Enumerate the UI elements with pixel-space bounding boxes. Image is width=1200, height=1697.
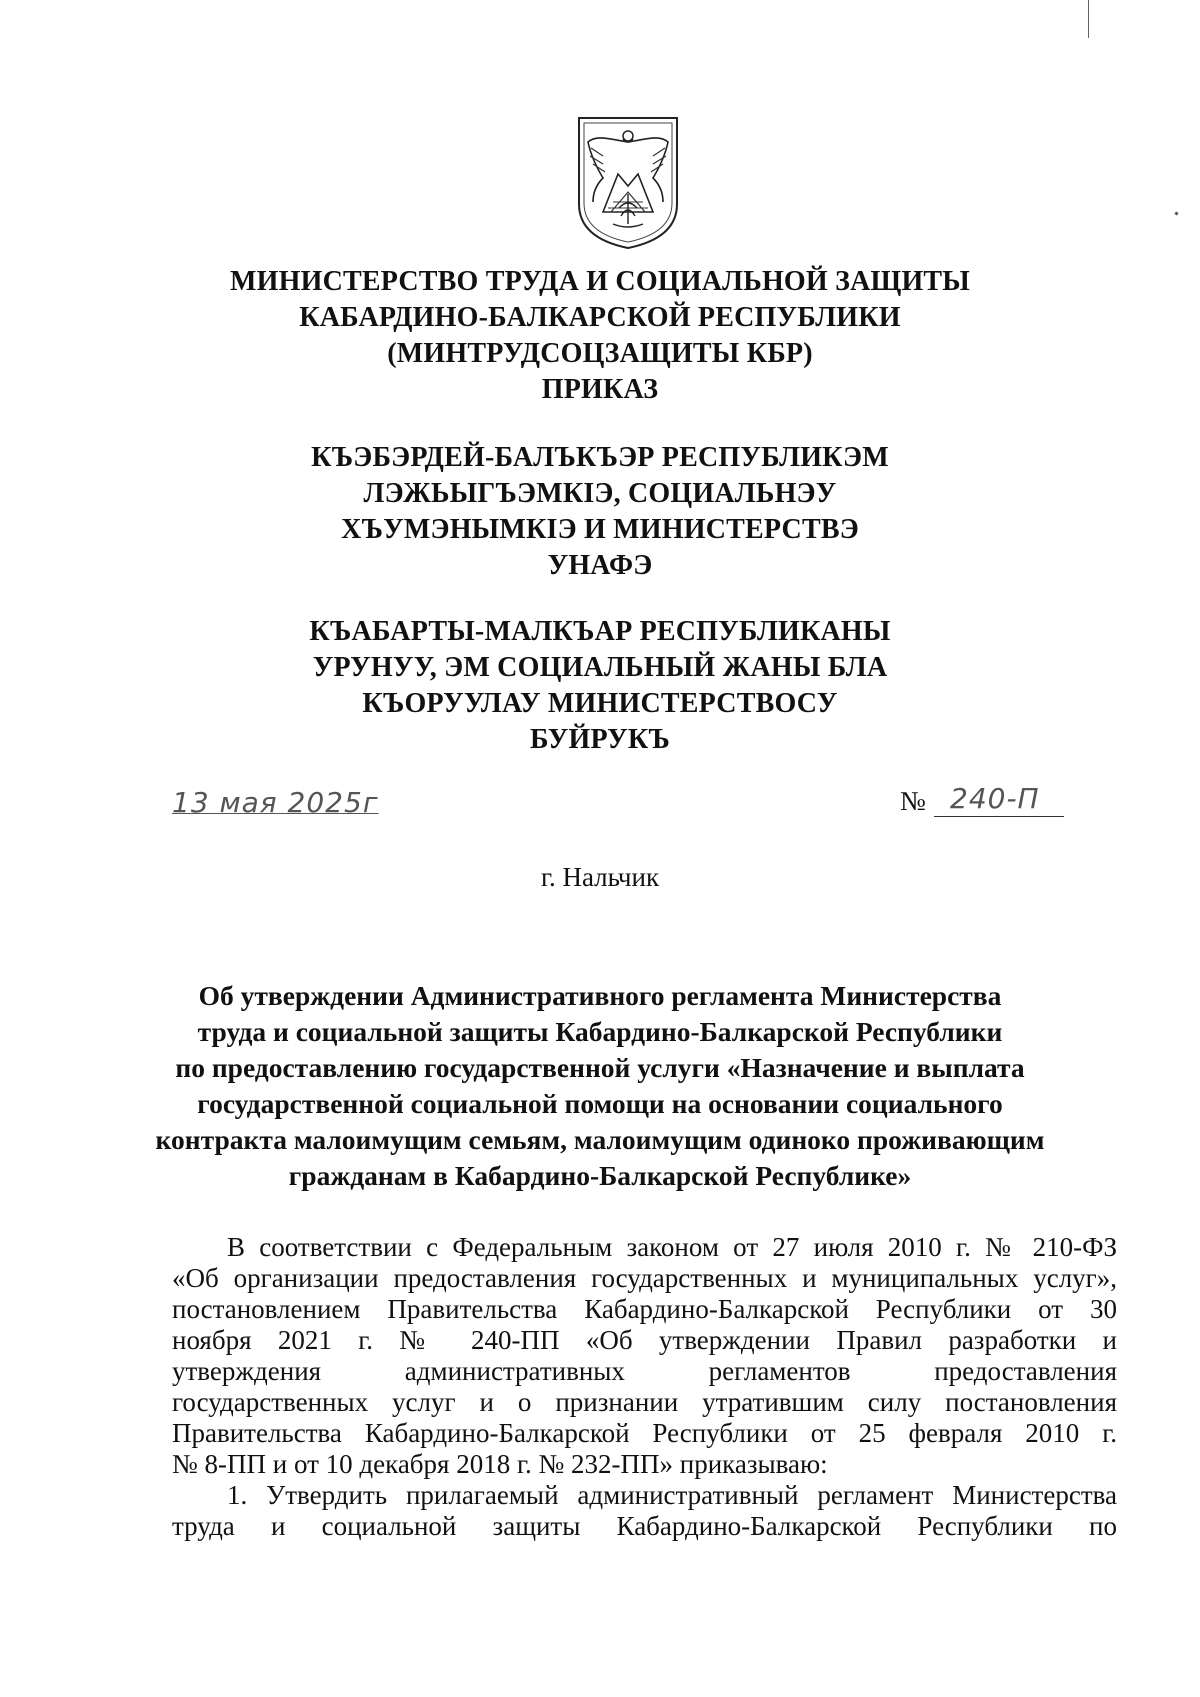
title-line: труда и социальной защиты Кабардино-Балкарской Республики bbox=[197, 1016, 1003, 1047]
header-line: КЪОРУУЛАУ МИНИСТЕРСТВОСУ bbox=[362, 688, 838, 719]
title-line: по предоставлению государственной услуги «Назначение и выплата bbox=[175, 1052, 1025, 1083]
body-line: Правительства Кабардино-Балкарской Республики от 25 февраля 2010 г. bbox=[172, 1418, 1117, 1448]
header-line: ПРИКАЗ bbox=[541, 374, 659, 405]
body-line: постановлением Правительства Кабардино-Балкарской Республики от 30 bbox=[172, 1294, 1117, 1324]
body-line: № 8-ПП и от 10 декабря 2018 г. № 232-ПП» приказываю: bbox=[172, 1449, 828, 1479]
coat-of-arms-emblem bbox=[573, 112, 683, 252]
header-line: УРУНУУ, ЭМ СОЦИАЛЬНЫЙ ЖАНЫ БЛА bbox=[312, 652, 888, 683]
title-line: контракта малоимущим семьям, малоимущим одиноко проживающим bbox=[155, 1124, 1045, 1155]
order-date-handwritten: 13 мая 2025г bbox=[172, 786, 379, 819]
header-line: КЪЭБЭРДЕЙ-БАЛЪКЪЭР РЕСПУБЛИКЭМ bbox=[311, 442, 889, 473]
header-line: ЛЭЖЬЫГЪЭМКIЭ, СОЦИАЛЬНЭУ bbox=[363, 478, 837, 509]
scan-speck bbox=[1174, 211, 1178, 215]
body-line: государственных услуг и о признании утратившим силу постановления bbox=[172, 1387, 1117, 1417]
body-line: утверждения административных регламентов предоставления bbox=[172, 1356, 1117, 1386]
header-line: БУЙРУКЪ bbox=[530, 724, 670, 755]
scan-edge-mark bbox=[1088, 0, 1089, 38]
header-line: (МИНТРУДСОЦЗАЩИТЫ КБР) bbox=[387, 338, 813, 369]
title-line: гражданам в Кабардино-Балкарской Республике» bbox=[288, 1160, 912, 1191]
header-line: МИНИСТЕРСТВО ТРУДА И СОЦИАЛЬНОЙ ЗАЩИТЫ bbox=[230, 266, 970, 297]
header-line: КАБАРДИНО-БАЛКАРСКОЙ РЕСПУБЛИКИ bbox=[299, 302, 901, 333]
order-number-handwritten: 240-П bbox=[950, 782, 1040, 815]
city-line: г. Нальчик bbox=[540, 862, 660, 892]
header-line: КЪАБАРТЫ-МАЛКЪАР РЕСПУБЛИКАНЫ bbox=[309, 616, 891, 647]
header-karachay-balkar bbox=[0, 614, 1200, 758]
title-line: государственной социальной помощи на основании социального bbox=[197, 1088, 1003, 1119]
body-line: 1. Утвердить прилагаемый административный регламент Министерства bbox=[227, 1480, 1117, 1510]
number-sign: № bbox=[900, 786, 926, 816]
header-line: УНАФЭ bbox=[547, 550, 653, 581]
body-line: В соответствии с Федеральным законом от 27 июля 2010 г. № 210-ФЗ bbox=[227, 1232, 1117, 1262]
title-line: Об утверждении Административного регламента Министерства bbox=[198, 980, 1002, 1011]
header-line: ХЪУМЭНЫМКIЭ И МИНИСТЕРСТВЭ bbox=[341, 514, 859, 545]
body-line: ноября 2021 г. № 240-ПП «Об утверждении Правил разработки и bbox=[172, 1325, 1117, 1355]
order-body bbox=[172, 1232, 1117, 1542]
header-kabardian bbox=[0, 440, 1200, 584]
order-title bbox=[0, 978, 1200, 1194]
body-line: труда и социальной защиты Кабардино-Балкарской Республики по bbox=[172, 1511, 1117, 1541]
body-line: «Об организации предоставления государственных и муниципальных услуг», bbox=[172, 1263, 1117, 1293]
header-russian bbox=[0, 264, 1200, 408]
